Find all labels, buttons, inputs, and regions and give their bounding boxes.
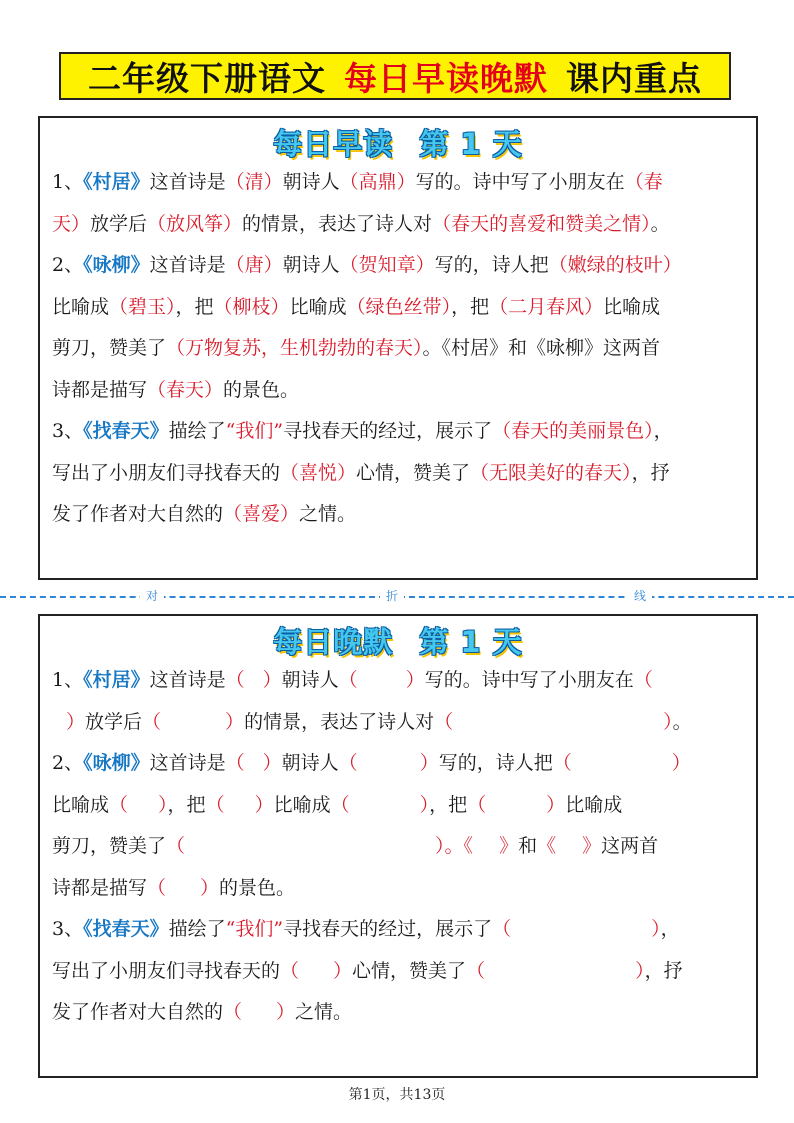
poem-title: 《咏柳》 xyxy=(83,752,150,774)
text-segment: 寻找春天的经过，展示了 xyxy=(283,918,493,940)
evening-day-label: 第 1 天 xyxy=(419,625,523,659)
answer: （万物复苏，生机勃勃的春天） xyxy=(166,337,423,359)
blank-open: （ xyxy=(492,918,512,940)
text-line xyxy=(52,743,748,785)
text-segment: 诗都是描写 xyxy=(52,876,148,899)
blank-open: （ xyxy=(147,876,167,899)
text-segment: ，抒 xyxy=(631,461,670,484)
text-segment: 这首诗是 xyxy=(149,669,226,691)
blank-close: ） xyxy=(225,710,245,733)
title-blank-open: 。《 xyxy=(444,835,474,857)
text-segment: 心情，赞美了 xyxy=(356,461,471,484)
text-segment: 比喻成 xyxy=(289,295,347,318)
blank-close: ） xyxy=(419,793,430,816)
text-segment: 写的。诗中写了小朋友在 xyxy=(415,171,625,193)
text-line xyxy=(52,868,748,910)
text-segment: ， xyxy=(653,420,673,442)
fold-label-2: 折 xyxy=(380,587,404,604)
blank-open: （ xyxy=(225,752,245,774)
text-segment: ，把 xyxy=(175,295,214,318)
quoted-word: “我们” xyxy=(225,918,284,940)
text-segment: 之情。 xyxy=(295,1001,353,1023)
item-number: 3、 xyxy=(52,420,84,442)
blank-close: ） xyxy=(158,793,168,816)
morning-title-text: 每日早读 xyxy=(273,127,394,161)
blank-close: ） xyxy=(405,669,425,691)
evening-text-block xyxy=(52,660,748,1034)
morning-text-block xyxy=(52,162,748,536)
text-segment: ，把 xyxy=(167,793,206,816)
answer: （高鼎） xyxy=(339,171,416,193)
morning-card-title xyxy=(40,124,756,164)
text-segment: 的情景，表达了诗人对 xyxy=(244,710,435,733)
blank-open: （ xyxy=(633,669,653,691)
banner-focus: 课内重点 xyxy=(566,58,702,98)
blank-close: ） xyxy=(671,752,691,774)
answer: （春 xyxy=(624,171,663,193)
text-line xyxy=(52,162,748,204)
text-segment: 描绘了 xyxy=(168,918,226,940)
blank-open: （ xyxy=(109,793,129,816)
text-segment: 写的，诗人把 xyxy=(438,752,553,774)
answer: （喜悦） xyxy=(280,461,357,484)
evening-title-text: 每日晚默 xyxy=(273,625,394,659)
title-blank-close: 》 xyxy=(582,835,602,857)
text-line xyxy=(52,992,748,1034)
text-segment: 写出了小朋友们寻找春天的 xyxy=(52,959,281,982)
title-blank-close: 》 xyxy=(499,835,519,857)
answer: （无限美好的春天） xyxy=(470,461,632,484)
text-line xyxy=(52,826,748,868)
blank-open: （ xyxy=(434,710,454,733)
answer: 天） xyxy=(52,212,91,235)
blank-close: ） xyxy=(546,793,566,816)
blank-close: ） xyxy=(435,835,445,857)
text-segment: 和 xyxy=(518,835,538,857)
page-banner xyxy=(59,52,731,100)
answer: （柳枝） xyxy=(213,295,290,318)
text-segment: 写出了小朋友们寻找春天的 xyxy=(52,461,281,484)
answer: （喜爱） xyxy=(223,503,300,525)
blank-close: ） xyxy=(333,959,353,982)
text-line xyxy=(52,660,748,702)
blank-open: （ xyxy=(225,669,245,691)
text-segment: 这首诗是 xyxy=(149,254,226,276)
page-footer: 第1页，共13页 xyxy=(348,1087,446,1103)
text-segment: 。 xyxy=(672,710,692,733)
text-line xyxy=(52,494,748,536)
text-segment: 剪刀，赞美了 xyxy=(52,835,167,857)
text-segment: 剪刀，赞美了 xyxy=(52,337,167,359)
answer: （绿色丝带） xyxy=(346,295,452,318)
blank-close: ） xyxy=(276,1001,296,1023)
text-segment: 这两首 xyxy=(601,835,659,857)
answer: （清） xyxy=(225,171,283,193)
answer: （碧玉） xyxy=(109,295,176,318)
text-segment: ， xyxy=(660,918,680,940)
evening-card-title xyxy=(40,622,756,662)
text-segment: ，抒 xyxy=(644,959,683,982)
poem-title: 《村居》 xyxy=(83,171,150,193)
answer: （春天的喜爱和赞美之情） xyxy=(432,212,651,235)
text-segment: 。 xyxy=(650,212,670,235)
text-segment: 诗都是描写 xyxy=(52,378,148,401)
banner-subject: 每日早读晚默 xyxy=(344,58,548,98)
text-segment: 这首诗是 xyxy=(149,752,226,774)
text-segment: 比喻成 xyxy=(565,793,623,816)
blank-open: （ xyxy=(466,959,486,982)
blank-close: ） xyxy=(254,793,274,816)
item-number: 2、 xyxy=(52,254,84,276)
text-segment: ，把 xyxy=(429,793,468,816)
text-segment: 朝诗人 xyxy=(282,254,340,276)
text-line xyxy=(52,245,748,287)
text-segment: 描绘了 xyxy=(168,420,226,442)
blank-open: （ xyxy=(166,835,186,857)
banner-grade: 二年级下册语文 xyxy=(88,58,326,98)
item-number: 2、 xyxy=(52,752,84,774)
blank-open: （ xyxy=(142,710,162,733)
text-segment: 朝诗人 xyxy=(281,752,339,774)
text-segment: 放学后 xyxy=(85,710,143,733)
text-line xyxy=(52,909,748,951)
answer: （贺知章） xyxy=(339,254,435,276)
text-segment: 比喻成 xyxy=(603,295,661,318)
text-segment: 的景色。 xyxy=(223,378,300,401)
answer: （春天） xyxy=(147,378,224,401)
text-segment: 写的。诗中写了小朋友在 xyxy=(424,669,634,691)
quoted-word: “我们” xyxy=(225,420,284,442)
text-segment: 发了作者对大自然的 xyxy=(52,503,224,525)
text-segment: 发了作者对大自然的 xyxy=(52,1001,224,1023)
text-segment: 比喻成 xyxy=(52,793,110,816)
morning-reading-card xyxy=(38,116,758,580)
fold-label-3: 线 xyxy=(628,587,652,604)
text-segment: 朝诗人 xyxy=(281,669,339,691)
morning-day-label: 第 1 天 xyxy=(419,127,523,161)
text-line xyxy=(52,328,748,370)
blank-open: （ xyxy=(330,793,350,816)
blank-close: ） xyxy=(635,959,645,982)
item-number: 1、 xyxy=(52,171,84,193)
poem-title: 《咏柳》 xyxy=(83,254,150,276)
text-line xyxy=(52,411,748,453)
text-segment: 。《村居》和《咏柳》这两首 xyxy=(422,337,661,359)
text-segment: 写的，诗人把 xyxy=(434,254,549,276)
blank-close: ） xyxy=(651,918,661,940)
blank-open: （ xyxy=(338,752,358,774)
text-line xyxy=(52,453,748,495)
blank-open: （ xyxy=(280,959,300,982)
text-line xyxy=(52,287,748,329)
title-blank-open: 《 xyxy=(537,835,557,857)
text-segment: 心情，赞美了 xyxy=(352,959,467,982)
evening-dictation-card xyxy=(38,614,758,1078)
item-number: 3、 xyxy=(52,918,84,940)
text-line xyxy=(52,951,748,993)
text-line xyxy=(52,370,748,412)
text-segment: 比喻成 xyxy=(52,295,110,318)
blank-open: （ xyxy=(552,752,572,774)
poem-title: 《村居》 xyxy=(83,669,150,691)
answer: （唐） xyxy=(225,254,283,276)
text-segment: 朝诗人 xyxy=(282,171,340,193)
answer: （二月春风） xyxy=(489,295,604,318)
blank-open: （ xyxy=(223,1001,243,1023)
text-line xyxy=(52,785,748,827)
text-segment: 放学后 xyxy=(90,212,148,235)
blank-close: ） xyxy=(200,876,220,899)
text-line xyxy=(52,702,748,744)
text-segment: 比喻成 xyxy=(273,793,331,816)
answer: （放风筝） xyxy=(147,212,243,235)
text-segment: 之情。 xyxy=(299,503,357,525)
blank-open: （ xyxy=(205,793,225,816)
blank-open: （ xyxy=(467,793,487,816)
text-segment: 的景色。 xyxy=(219,876,296,899)
text-segment: 寻找春天的经过，展示了 xyxy=(283,420,493,442)
answer: （春天的美丽景色） xyxy=(492,420,654,442)
answer: （嫩绿的枝叶） xyxy=(548,254,682,276)
blank-close: ） xyxy=(262,669,282,691)
text-segment: 的情景，表达了诗人对 xyxy=(242,212,433,235)
item-number: 1、 xyxy=(52,669,84,691)
blank-close: ） xyxy=(262,752,282,774)
blank-close: ） xyxy=(663,710,673,733)
blank-open: （ xyxy=(338,669,358,691)
text-line xyxy=(52,204,748,246)
poem-title: 《找春天》 xyxy=(83,420,169,442)
blank-close: ） xyxy=(419,752,439,774)
fold-label-1: 对 xyxy=(140,587,164,604)
text-segment: ，把 xyxy=(451,295,490,318)
poem-title: 《找春天》 xyxy=(83,918,169,940)
text-segment: 这首诗是 xyxy=(149,171,226,193)
blank-close: ） xyxy=(66,710,86,733)
